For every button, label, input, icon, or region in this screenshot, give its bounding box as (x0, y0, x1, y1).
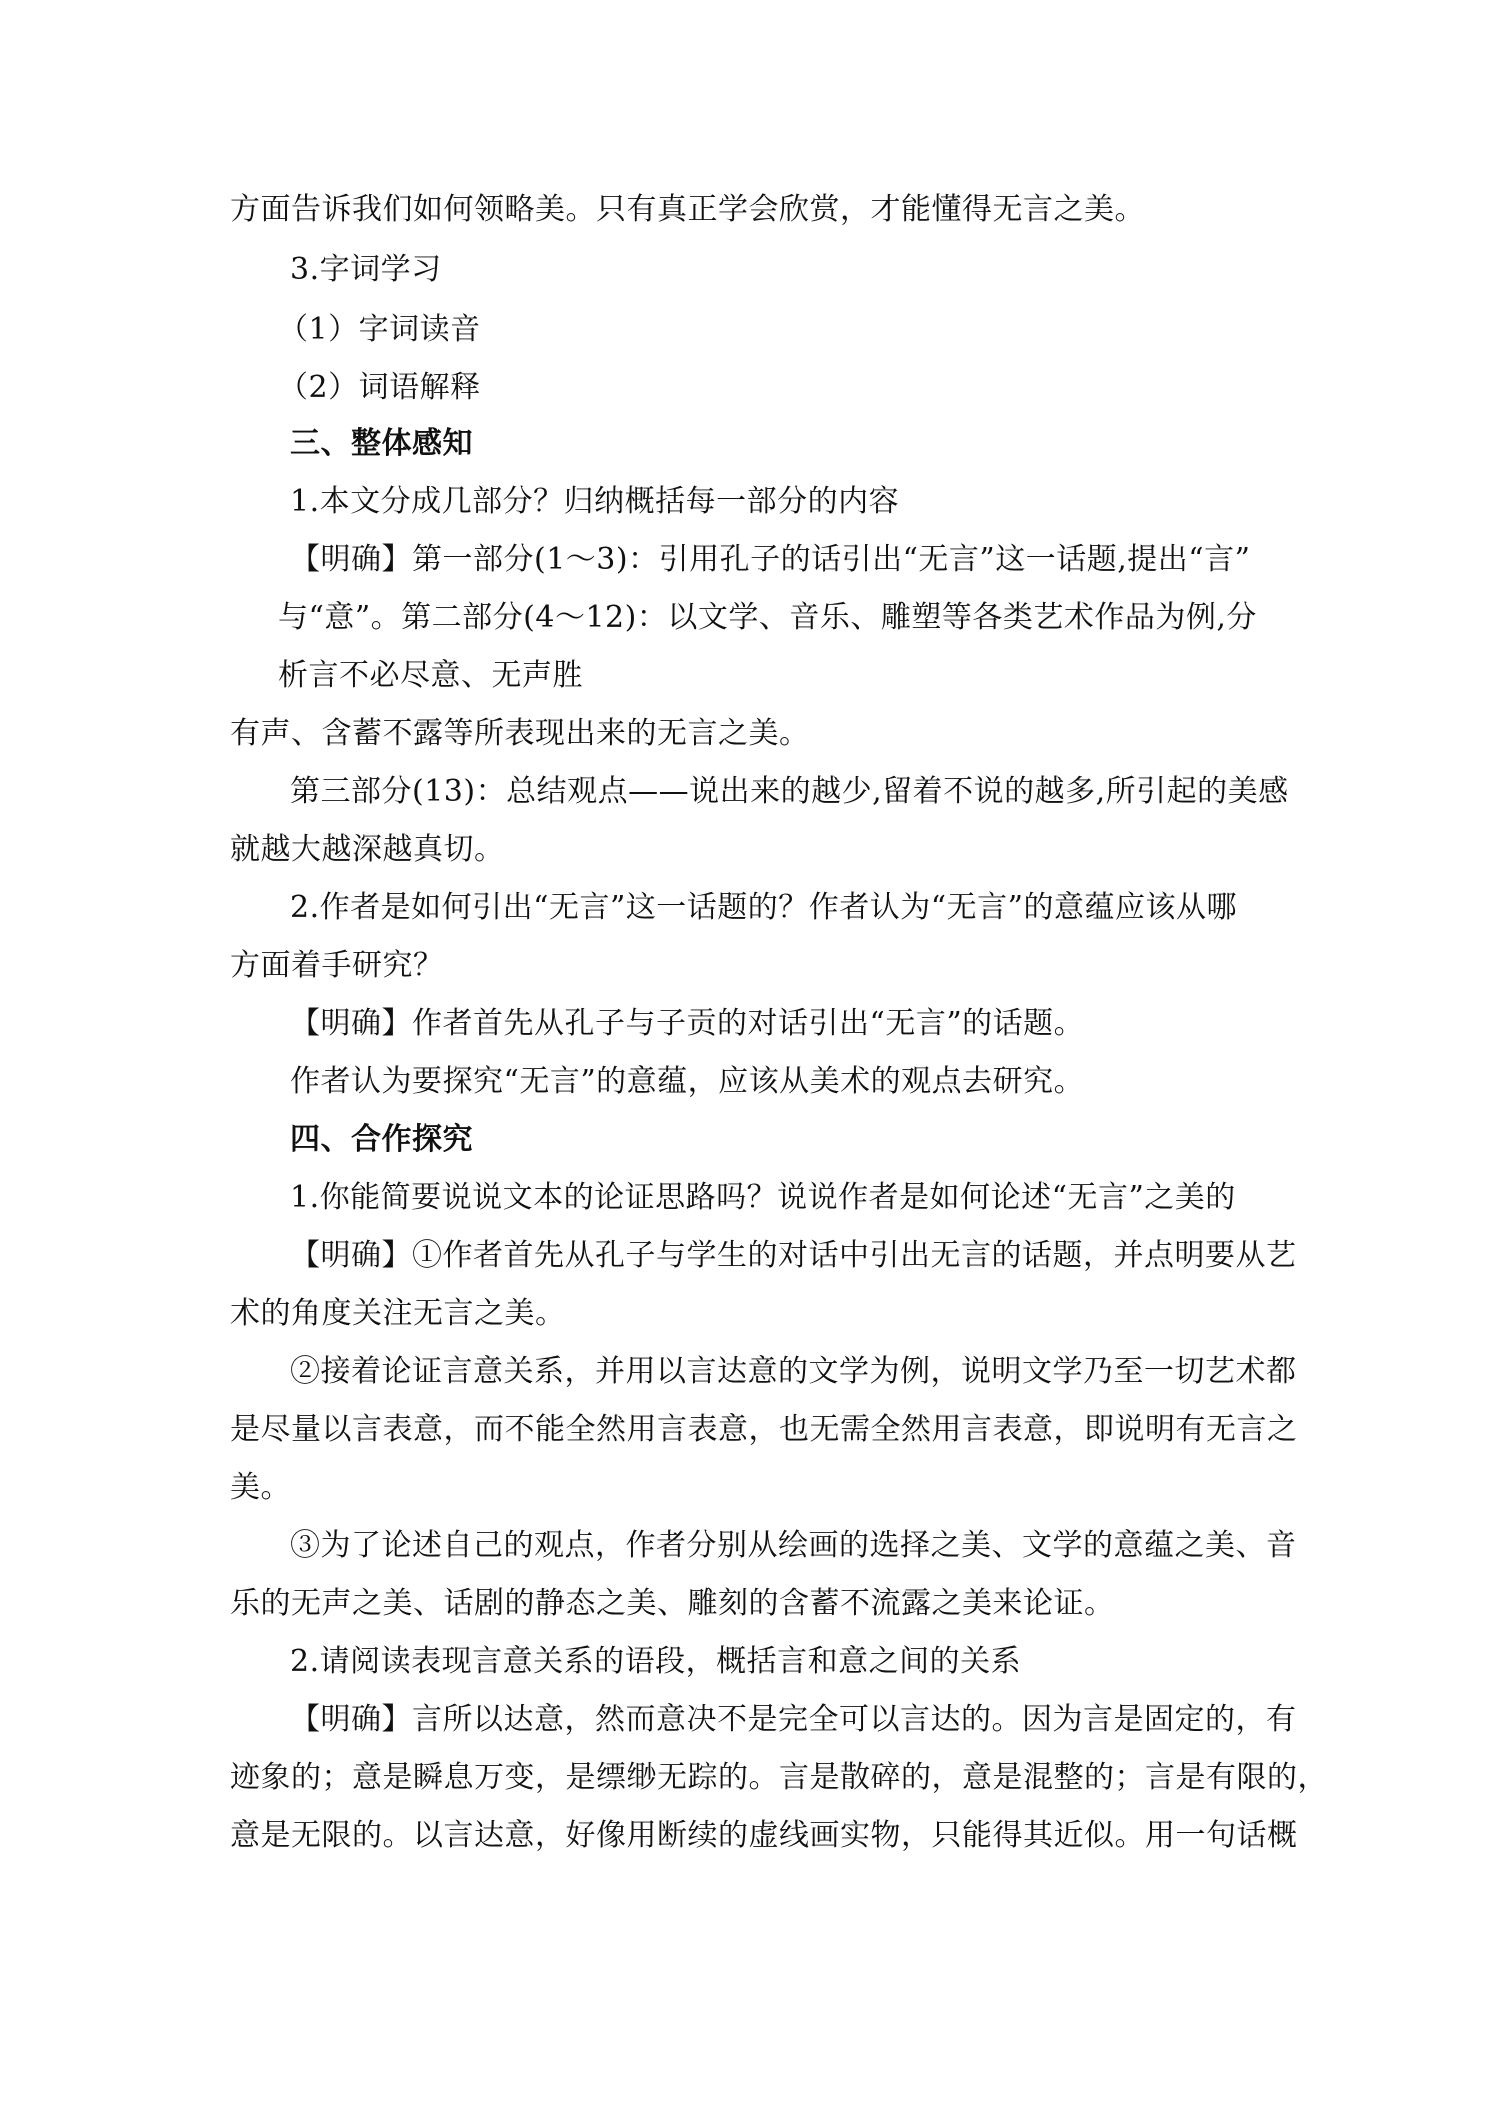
answer-line: 【明确】①作者首先从孔子与学生的对话中引出无言的话题，并点明要从艺 (290, 1238, 1297, 1273)
paragraph-line: 就越大越深越真切。 (230, 832, 505, 867)
answer-line: 术的角度关注无言之美。 (230, 1296, 566, 1331)
question-line: 2.作者是如何引出“无言”这一话题的？作者认为“无言”的意蕴应该从哪 (290, 890, 1237, 925)
answer-line: 与“意”。第二部分(4～12)：以文学、音乐、雕塑等各类艺术作品为例,分 (278, 600, 1257, 635)
question-line: 1.本文分成几部分？归纳概括每一部分的内容 (290, 484, 900, 519)
question-line: 方面着手研究？ (230, 948, 444, 983)
paragraph-line: ②接着论证言意关系，并用以言达意的文学为例，说明文学乃至一切艺术都 (290, 1354, 1297, 1389)
paragraph-line: 是尽量以言表意，而不能全然用言表意，也无需全然用言表意，即说明有无言之 (230, 1412, 1298, 1447)
answer-line: 意是无限的。以言达意，好像用断续的虚线画实物，只能得其近似。用一句话概 (230, 1818, 1298, 1853)
answer-line: 析言不必尽意、无声胜 (278, 658, 583, 693)
paragraph-line: 第三部分(13)：总结观点——说出来的越少,留着不说的越多,所引起的美感 (290, 774, 1289, 809)
section-heading-cooperative-inquiry: 四、合作探究 (290, 1122, 473, 1157)
section-heading-word-study: 3.字词学习 (290, 252, 442, 287)
question-line: 2.请阅读表现言意关系的语段，概括言和意之间的关系 (290, 1644, 1022, 1679)
paragraph-line: 美。 (230, 1470, 291, 1505)
section-heading-overall-perception: 三、整体感知 (290, 426, 473, 461)
list-item: （1）字词读音 (278, 312, 481, 347)
answer-line: 作者认为要探究“无言”的意蕴，应该从美术的观点去研究。 (290, 1064, 1085, 1099)
question-line: 1.你能简要说说文本的论证思路吗？说说作者是如何论述“无言”之美的 (290, 1180, 1236, 1215)
answer-line: 【明确】言所以达意，然而意决不是完全可以言达的。因为言是固定的，有 (290, 1702, 1297, 1737)
answer-line: 【明确】第一部分(1～3)：引用孔子的话引出“无言”这一话题,提出“言” (290, 542, 1251, 577)
answer-line: 迹象的；意是瞬息万变，是缥缈无踪的。言是散碎的，意是混整的；言是有限的， (230, 1760, 1328, 1795)
paragraph-line: 乐的无声之美、话剧的静态之美、雕刻的含蓄不流露之美来论证。 (230, 1586, 1115, 1621)
answer-line: 【明确】作者首先从孔子与子贡的对话引出“无言”的话题。 (290, 1006, 1085, 1041)
list-item: （2）词语解释 (278, 370, 481, 405)
paragraph-line: ③为了论述自己的观点，作者分别从绘画的选择之美、文学的意蕴之美、音 (290, 1528, 1297, 1563)
paragraph-line: 方面告诉我们如何领略美。只有真正学会欣赏，才能懂得无言之美。 (230, 192, 1145, 227)
paragraph-line: 有声、含蓄不露等所表现出来的无言之美。 (230, 716, 810, 751)
